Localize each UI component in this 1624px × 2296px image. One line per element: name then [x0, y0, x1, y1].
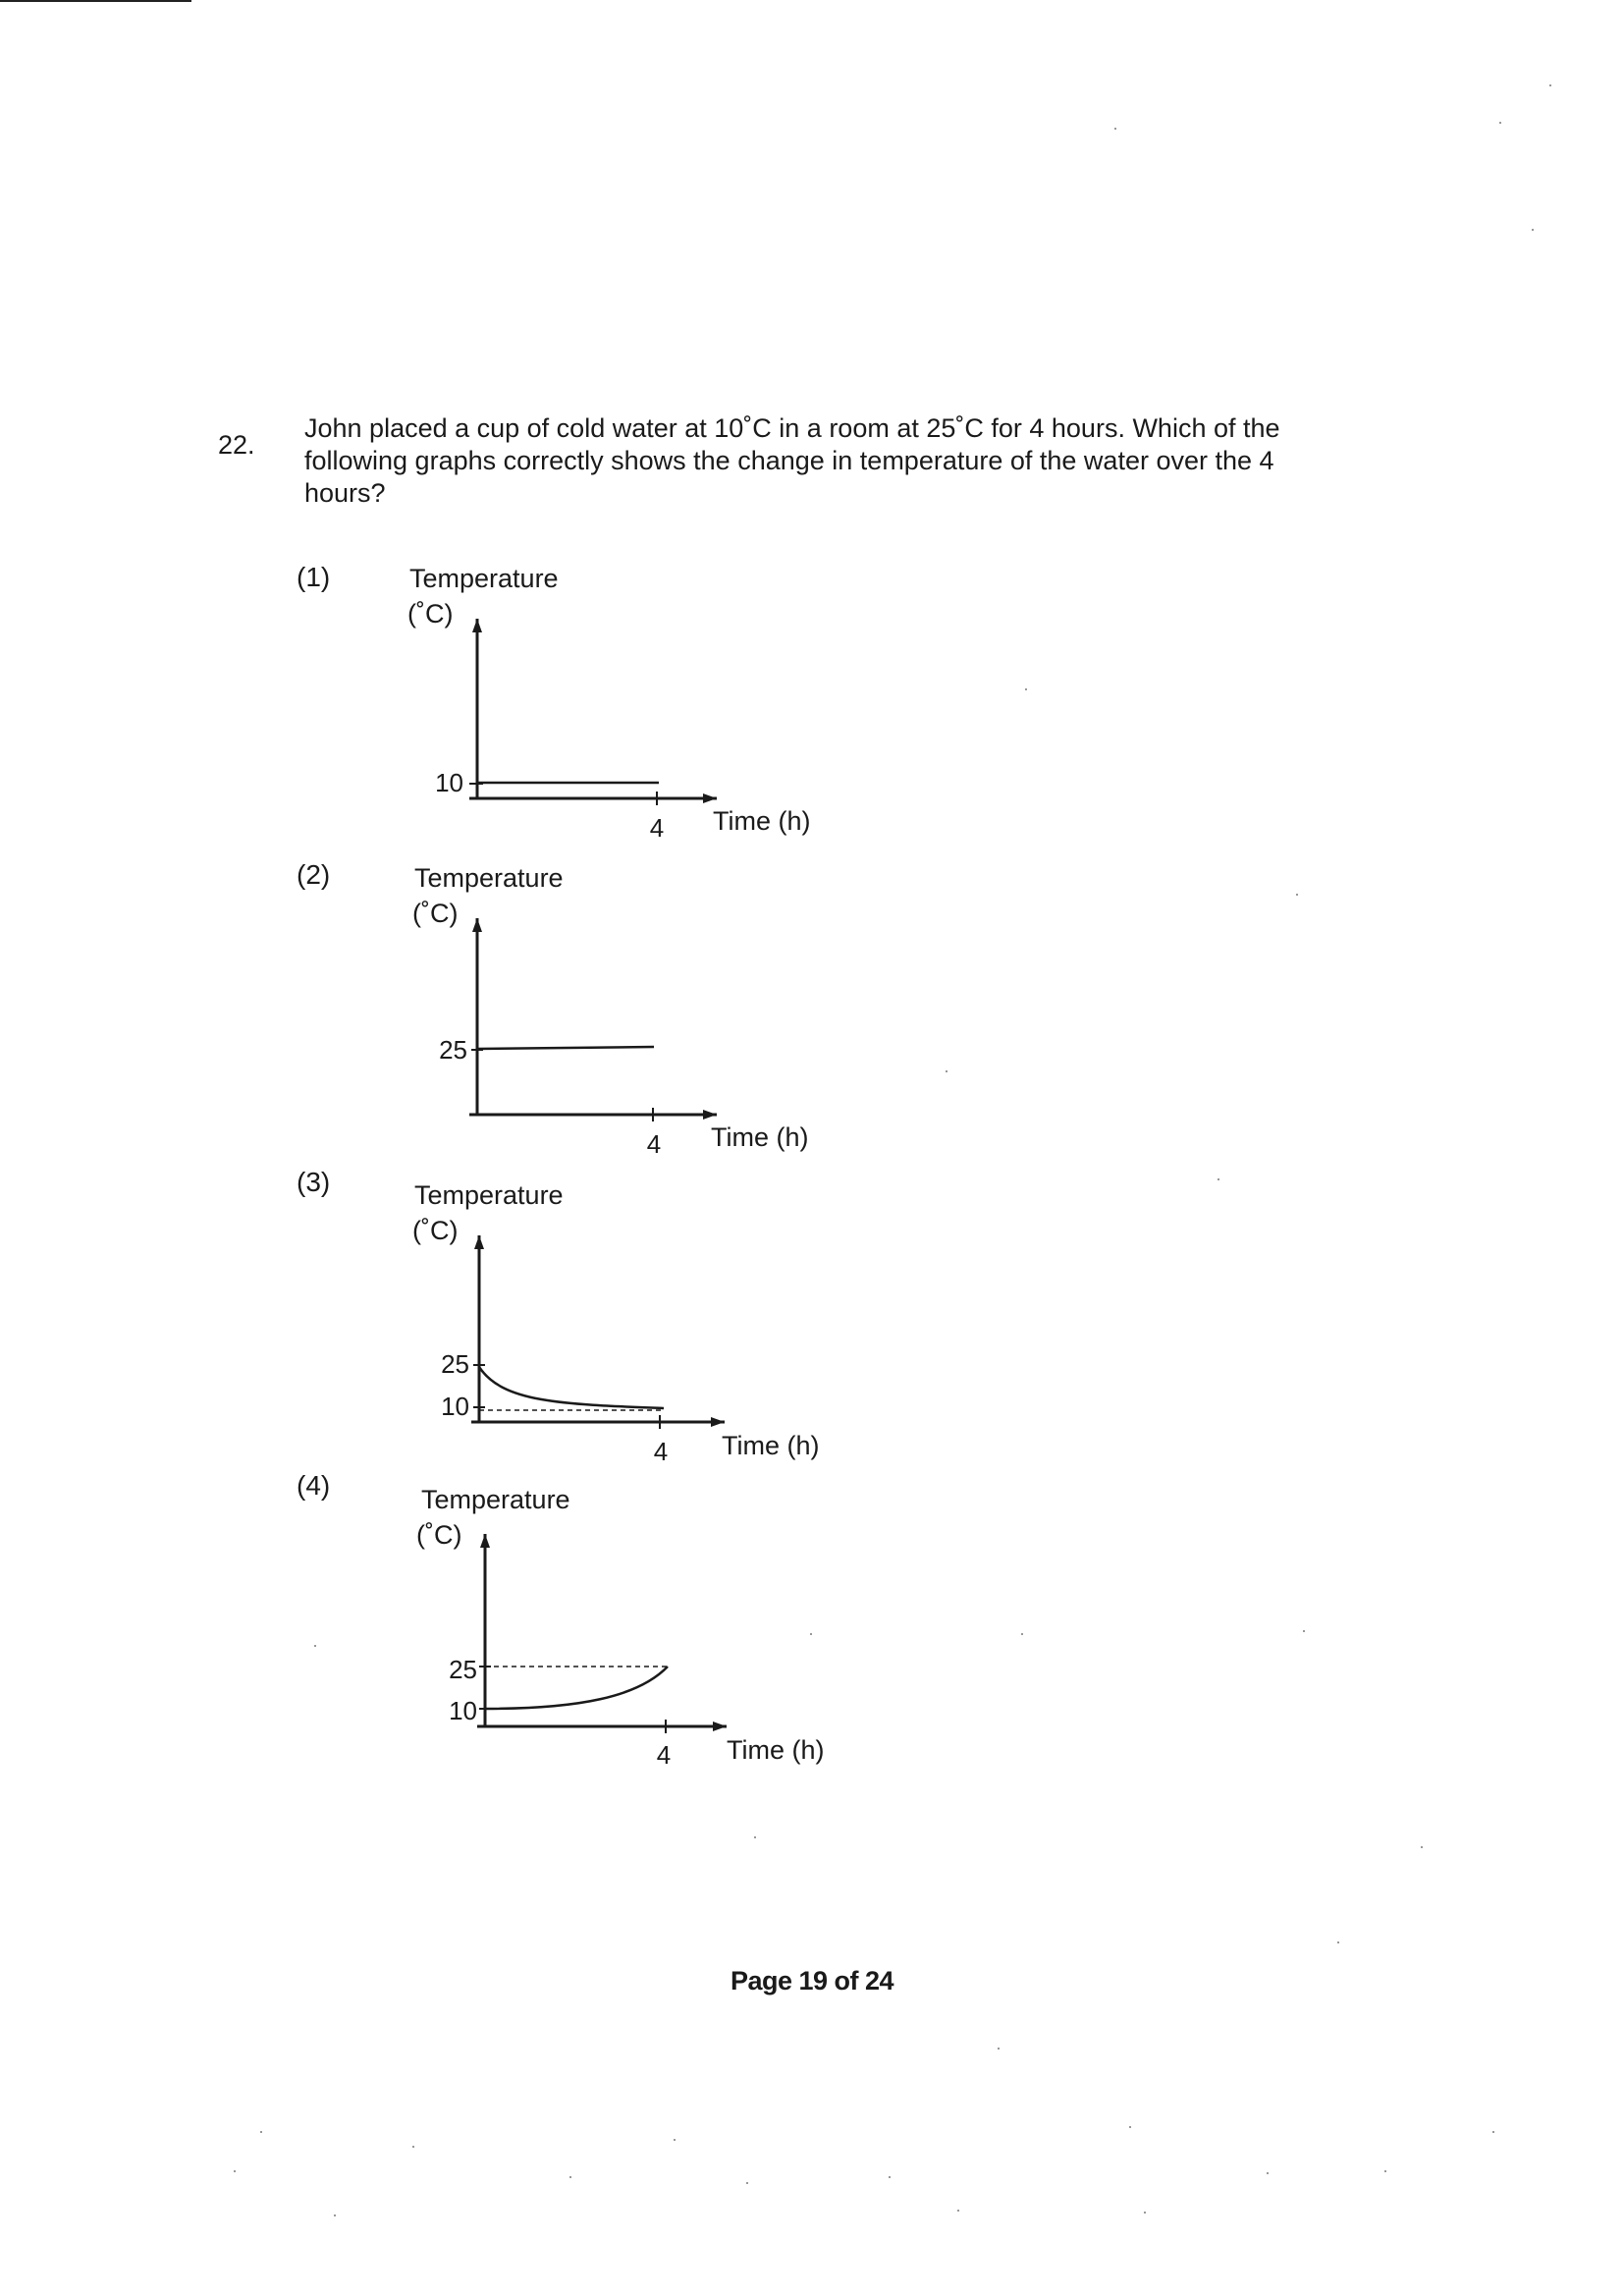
scan-speck: [1267, 2172, 1269, 2174]
graph-4-series-curve: [485, 1667, 668, 1709]
scan-speck: [957, 2210, 959, 2212]
graph-4-tick-label-10: 10: [449, 1696, 477, 1725]
option-label-1: (1): [297, 562, 331, 592]
graph-2: [412, 863, 809, 1159]
page-number: Page 19 of 24: [730, 1966, 894, 1995]
graph-3-tick-label-25: 25: [441, 1349, 469, 1379]
scan-speck: [1499, 122, 1501, 124]
scan-speck: [234, 2170, 236, 2172]
scan-speck: [1421, 1846, 1423, 1848]
graph-4: [416, 1485, 825, 1770]
graph-3-tick-label-10: 10: [441, 1392, 469, 1421]
scan-speck: [1218, 1178, 1219, 1180]
graph-3-x-tick-label: 4: [653, 1437, 669, 1466]
option-label-3: (3): [297, 1167, 331, 1197]
scan-speck: [889, 2176, 891, 2178]
scan-speck: [1296, 894, 1298, 896]
scan-speck: [314, 1645, 316, 1647]
scan-speck: [1025, 688, 1027, 690]
scan-speck: [1337, 1941, 1339, 1943]
graph-4-y-title: Temperature: [421, 1485, 570, 1514]
scan-speck: [946, 1070, 947, 1072]
graph-3-y-unit: (˚C): [412, 1216, 459, 1245]
graph-4-x-label: Time (h): [727, 1735, 825, 1765]
graph-3-series-curve: [479, 1367, 664, 1408]
graph-4-x-tick-label: 4: [656, 1740, 672, 1770]
scan-speck: [1129, 2126, 1131, 2128]
graph-1-tick-label-10: 10: [435, 768, 463, 797]
scan-speck: [1144, 2212, 1146, 2214]
question-text: John placed a cup of cold water at 10˚C in a room at 25˚C for 4 hours. Which of the following graphs correctly shows the change in temperature of the water over the 4 hours?: [304, 413, 1280, 508]
graph-2-x-label: Time (h): [711, 1122, 809, 1152]
graph-3-y-title: Temperature: [414, 1180, 564, 1210]
graph-2-tick-label-25: 25: [439, 1035, 467, 1065]
scan-speck: [674, 2139, 676, 2141]
graph-1: [407, 564, 811, 843]
graph-3: [412, 1180, 820, 1466]
scan-speck: [1532, 229, 1534, 231]
scan-speck: [1384, 2170, 1386, 2172]
scan-speck: [569, 2176, 571, 2178]
graph-1-y-title: Temperature: [409, 564, 559, 593]
scan-speck: [754, 1836, 756, 1838]
graph-2-series-line: [477, 1047, 654, 1049]
graph-2-x-tick-label: 4: [646, 1129, 662, 1159]
graph-1-x-tick-label: 4: [649, 813, 665, 843]
scan-speck: [1549, 84, 1551, 86]
graph-2-y-title: Temperature: [414, 863, 564, 893]
scan-speck: [1114, 128, 1116, 130]
question-number: 22.: [218, 430, 255, 460]
graph-1-x-label: Time (h): [713, 806, 811, 836]
scan-speck: [1492, 2131, 1494, 2133]
graph-4-y-unit: (˚C): [416, 1520, 462, 1550]
scan-speck: [998, 2048, 1000, 2050]
scan-speck: [1021, 1633, 1023, 1635]
scan-speck: [260, 2131, 262, 2133]
graph-3-x-label: Time (h): [722, 1431, 820, 1460]
graph-4-tick-label-25: 25: [449, 1655, 477, 1684]
scan-speck: [746, 2182, 748, 2184]
scan-speck: [810, 1633, 812, 1635]
graph-1-y-unit: (˚C): [407, 599, 454, 629]
graph-2-y-unit: (˚C): [412, 899, 459, 928]
scan-speck: [412, 2146, 414, 2148]
option-label-4: (4): [297, 1470, 331, 1501]
option-label-2: (2): [297, 859, 331, 890]
scan-speck: [334, 2214, 336, 2216]
scan-speck: [1303, 1630, 1305, 1632]
